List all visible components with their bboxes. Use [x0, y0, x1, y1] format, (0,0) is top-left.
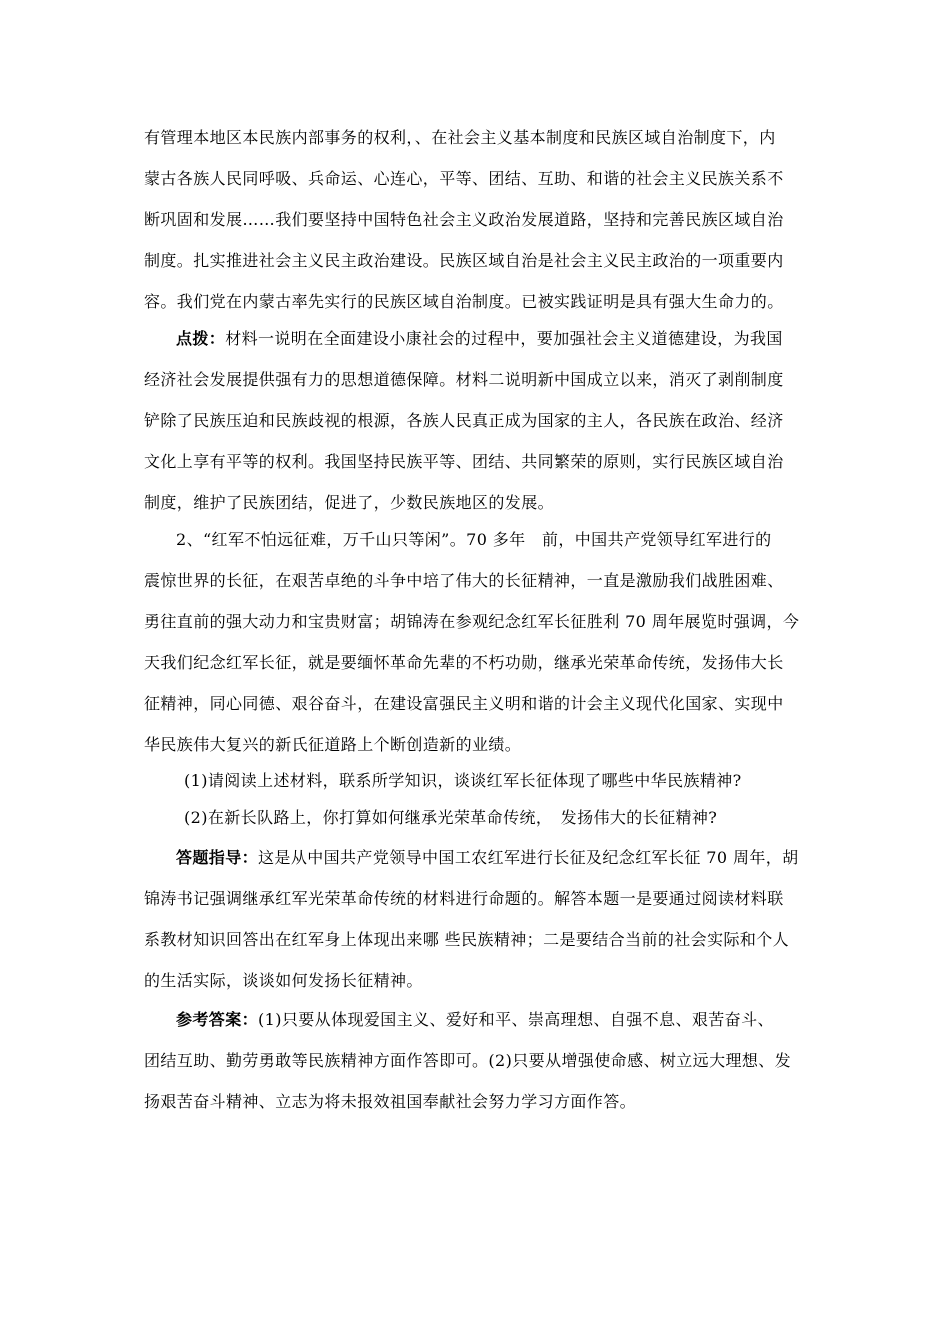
- text-line: 制度，维护了民族团结，促进了，少数民族地区的发展。: [144, 493, 555, 512]
- text-line: 锦涛书记强调继承红军光荣革命传统的材料进行命题的。解答本题一是要通过阅读材料联: [144, 889, 784, 908]
- text-line: 2、“红军不怕远征难，万千山只等闲”。70 多年 前，中国共产党领导红军进行的: [176, 530, 772, 549]
- text-line: 文化上享有平等的权利。我国坚持民族平等、团结、共同繁荣的原则，实行民族区域自治: [144, 452, 784, 471]
- answer-label: 参考答案：: [176, 1010, 259, 1029]
- text-line: 团结互助、勤劳勇敢等民族精神方面作答即可。(2)只要从增强使命感、树立远大理想、发: [144, 1051, 792, 1070]
- text-line: 有管理本地区本民族内部事务的权利，、在社会主义基本制度和民族区域自治制度下，内: [144, 128, 776, 147]
- text-line: 扬艰苦奋斗精神、立志为将未报效祖国奉献社会努力学习方面作答。: [144, 1092, 637, 1111]
- text-line: 蒙古各族人民同呼吸、兵命运、心连心，平等、团结、互助、和谐的社会主义民族关系不: [144, 169, 784, 188]
- guide-label: 答题指导：: [176, 848, 259, 867]
- question-text: (2)在新长队路上，你打算如何继承光荣革命传统， 发扬伟大的长征精神?: [184, 808, 718, 827]
- text-line: 震惊世界的长征，在艰苦卓绝的斗争中培了伟大的长征精神，一直是激励我们战胜困难、: [144, 571, 784, 590]
- text-line: 制度。扎实推进社会主义民主政治建设。民族区域自治是社会主义民主政治的一项重要内: [144, 251, 784, 270]
- text-line: 征精神，同心同德、艰谷奋斗，在建设富强民主义明和谐的计会主义现代化国家、实现中: [144, 694, 784, 713]
- guide-text: 这是从中国共产党领导中国工农红军进行长征及纪念红军长征 70 周年，胡: [258, 848, 799, 867]
- text-line: [176, 329, 783, 349]
- answer-text: (1)只要从体现爱国主义、爱好和平、崇高理想、自强不息、艰苦奋斗、: [258, 1010, 774, 1029]
- text-line: 系教材知识回答出在红军身上体现出来哪 些民族精神；二是要结合当前的社会实际和个人: [144, 930, 790, 949]
- hint-label: 点拨：: [176, 329, 226, 348]
- text-line: [176, 848, 799, 868]
- text-line: 容。我们党在内蒙古率先实行的民族区域自治制度。已被实践证明是具有强大生命力的。: [144, 292, 784, 311]
- text-line: 经济社会发展提供强有力的思想道德保障。材料二说明新中国成立以来，消灭了剥削制度: [144, 370, 784, 389]
- text-line: 铲除了民族压迫和民族歧视的根源，各族人民真正成为国家的主人，各民族在政治、经济: [144, 411, 784, 430]
- text-line: 断巩固和发展……我们要坚持中国特色社会主义政治发展道路，坚持和完善民族区域自治: [144, 210, 784, 229]
- text-line: 勇往直前的强大动力和宝贵财富；胡锦涛在参观纪念红军长征胜利 70 周年展览时强调，今: [144, 612, 800, 631]
- text-line: 天我们纪念红军长征，就是要缅怀革命先辈的不朽功勋，继承光荣革命传统，发扬伟大长: [144, 653, 784, 672]
- text-line: 华民族伟大复兴的新氏征道路上个断创造新的业绩。: [144, 735, 522, 754]
- question-text: (1)请阅读上述材料，联系所学知识，谈谈红军长征体现了哪些中华民族精神?: [184, 771, 742, 790]
- text-line: 的生活实际，谈谈如何发扬长征精神。: [144, 971, 423, 990]
- hint-text: 材料一说明在全面建设小康社会的过程中，要加强社会主义道德建设，为我国: [225, 329, 783, 348]
- text-line: [176, 1010, 774, 1030]
